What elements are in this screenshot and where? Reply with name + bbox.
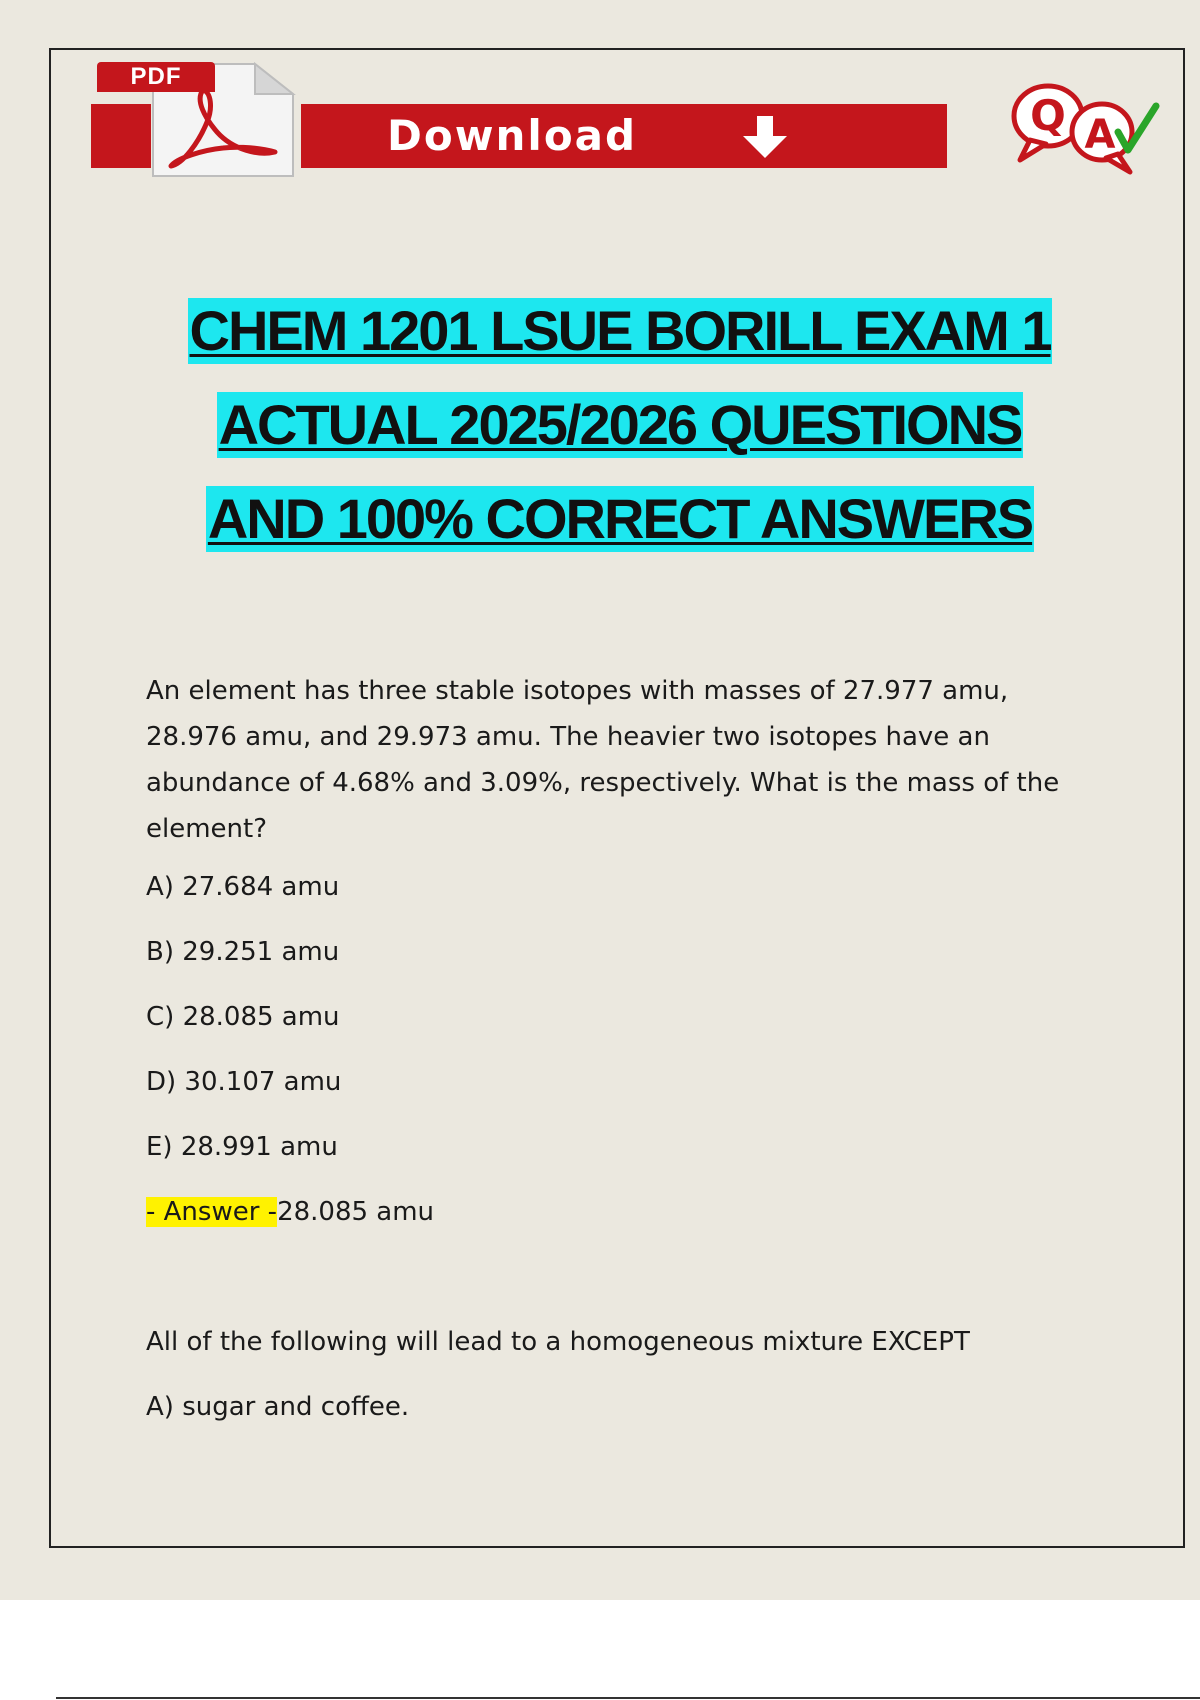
question-1-option-d: D) 30.107 amu [146, 1067, 342, 1097]
pdf-download-banner[interactable] [91, 60, 861, 180]
title-line-2: ACTUAL 2025/2026 QUESTIONS [218, 393, 1022, 456]
question-content [146, 668, 1086, 1453]
page-divider [56, 1697, 1200, 1699]
banner-bar-left [91, 104, 151, 168]
download-button-label[interactable]: Download [387, 111, 638, 160]
pdf-tab-label: PDF [97, 62, 215, 92]
question-1-option-e: E) 28.991 amu [146, 1132, 338, 1162]
question-2-text: All of the following will lead to a homogeneous mixture EXCEPT [146, 1327, 970, 1357]
title-line-3: AND 100% CORRECT ANSWERS [207, 487, 1033, 550]
question-1-option-b: B) 29.251 amu [146, 937, 340, 967]
question-2-option-a: A) sugar and coffee. [146, 1392, 410, 1422]
question-1-option-c: C) 28.085 amu [146, 1002, 340, 1032]
answer-prefix: - Answer - [146, 1197, 278, 1227]
question-1-answer [146, 1193, 1086, 1231]
question-1-text: An element has three stable isotopes with masses of 27.977 amu, 28.976 amu, and 29.973 amu. The heavier two isotopes have an abundance of 4.68% and 3.09%, respectively. What is the mass of the element? [146, 676, 1060, 844]
download-arrow-icon [737, 114, 793, 160]
logo-a-letter: A [1084, 112, 1116, 158]
qa-checkmark-icon [1006, 76, 1166, 176]
logo-q-letter: Q [1030, 91, 1066, 140]
question-1-option-a: A) 27.684 amu [146, 872, 340, 902]
title-line-1: CHEM 1201 LSUE BORILL EXAM 1 [189, 299, 1051, 362]
answer-value: 28.085 amu [277, 1197, 435, 1227]
document-title [100, 298, 1140, 580]
